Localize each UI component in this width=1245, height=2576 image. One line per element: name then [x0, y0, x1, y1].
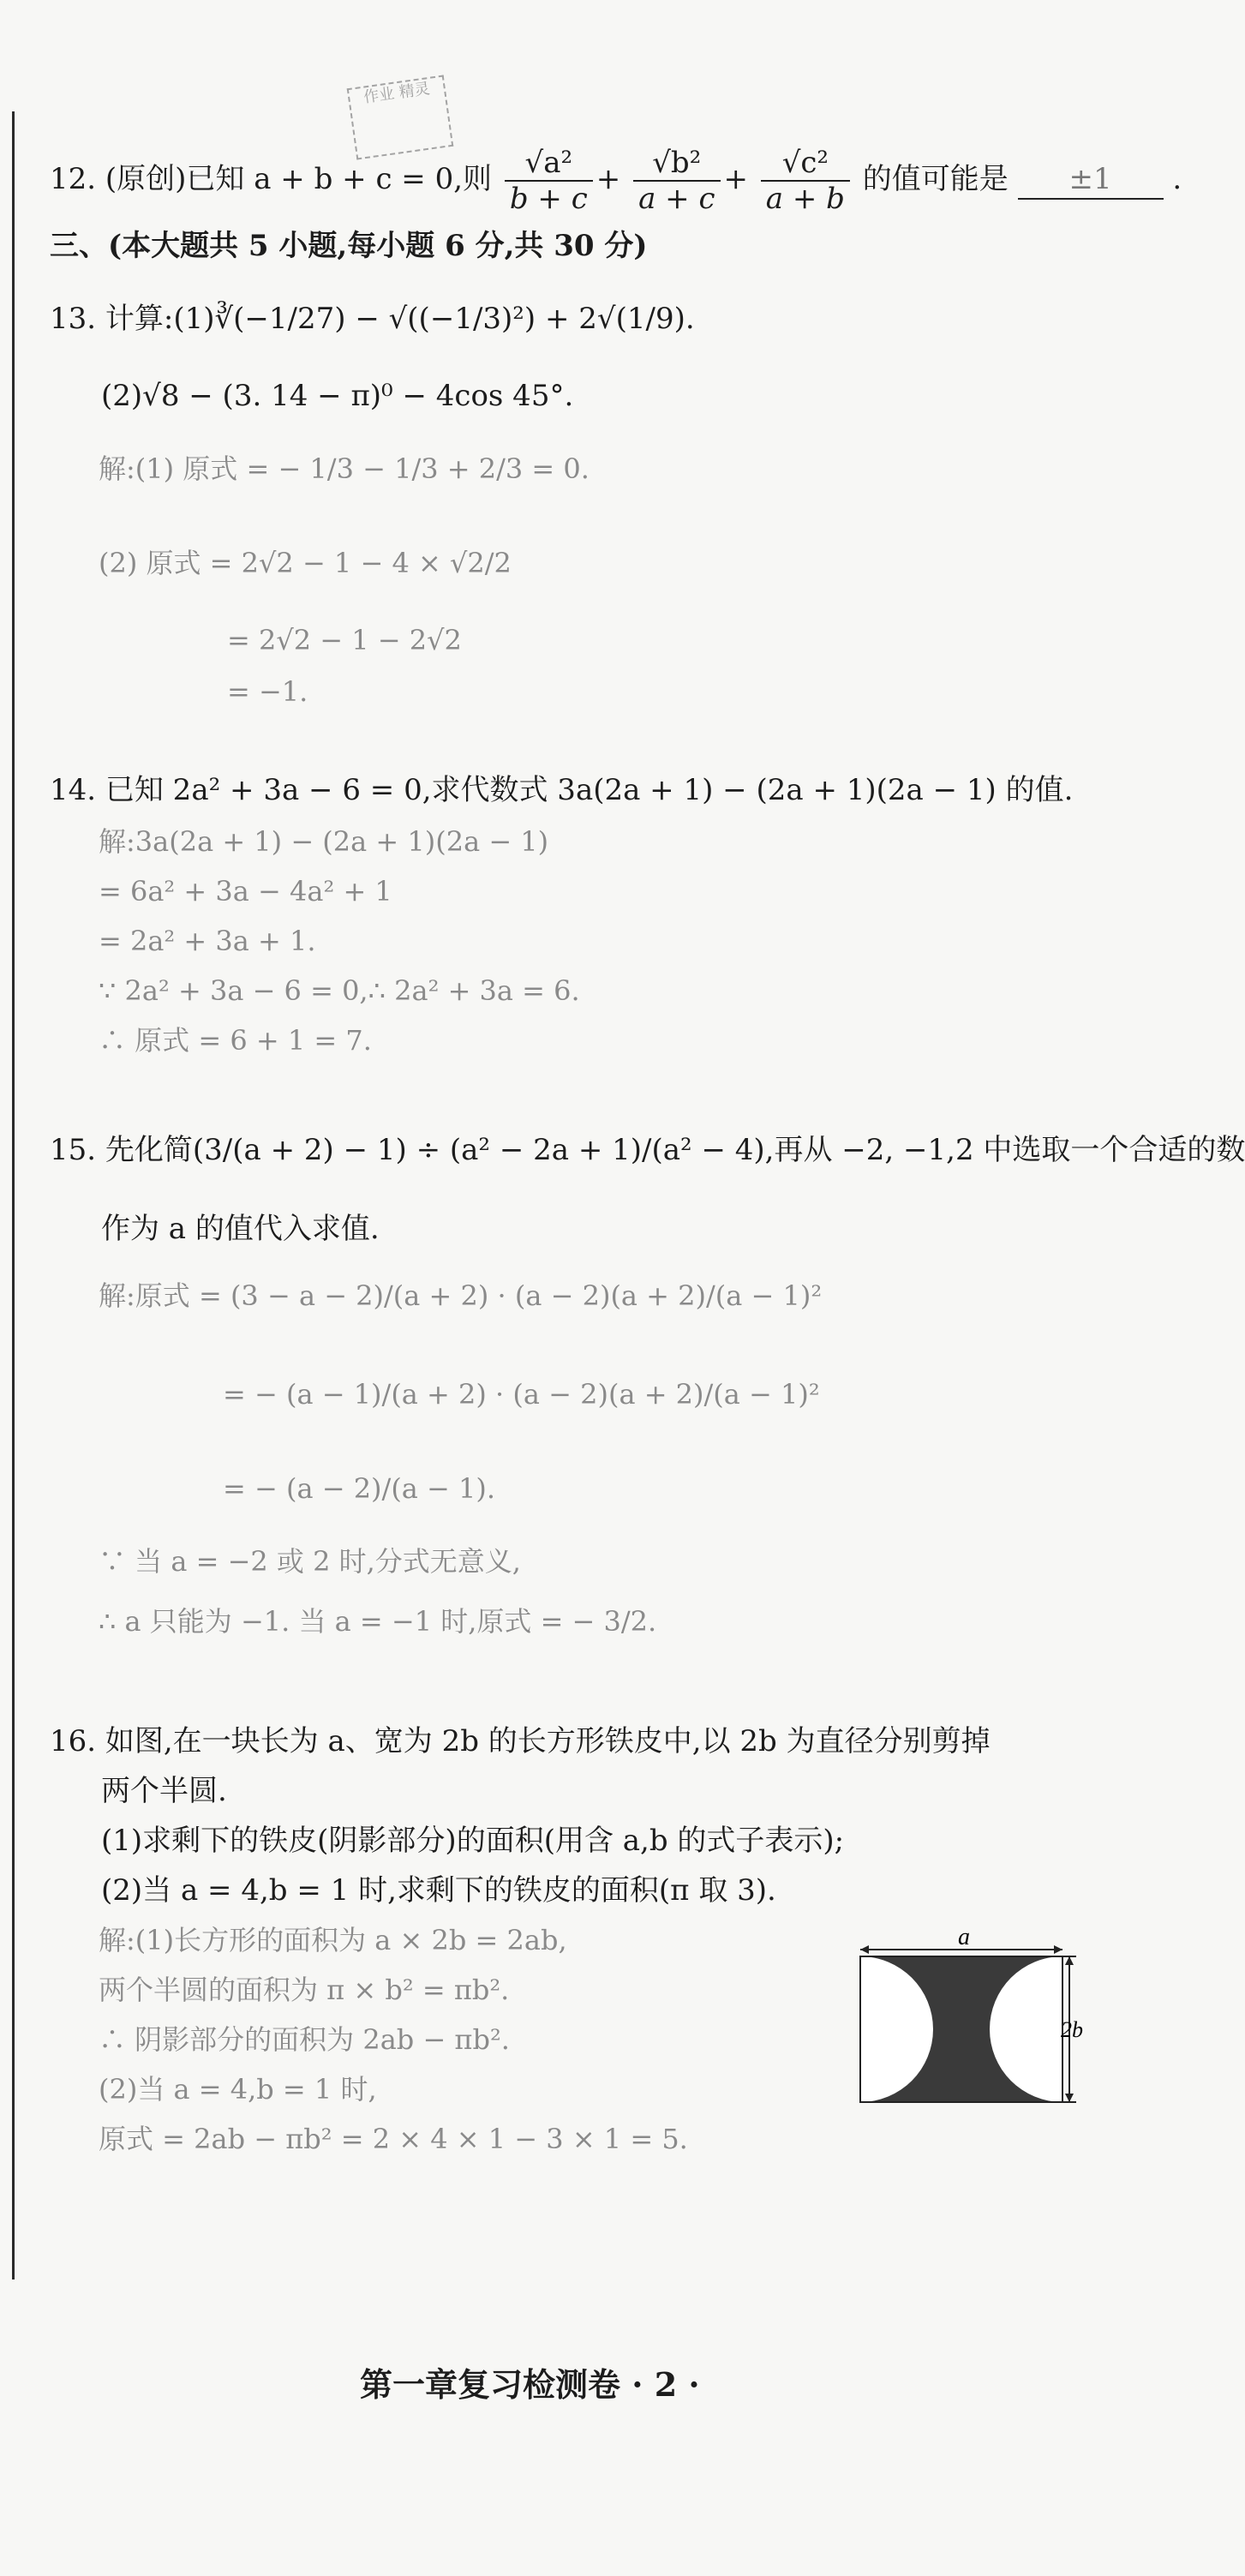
q14-answer-line-5: ∴ 原式 = 6 + 1 = 7.: [99, 1024, 372, 1057]
q15-answer-line-5: ∴ a 只能为 −1. 当 a = −1 时,原式 = − 3/2.: [99, 1605, 657, 1638]
q16-answer-line-5: 原式 = 2ab − πb² = 2 × 4 × 1 − 3 × 1 = 5.: [99, 2123, 688, 2155]
q12-fraction-3: $\frac{\text{√c²}}{a + b}$: [761, 146, 850, 216]
height-arrow-top: [1065, 1956, 1074, 1965]
height-arrow-bottom: [1065, 2094, 1074, 2102]
page-footer: 第一章复习检测卷 · 2 ·: [360, 2365, 700, 2404]
question-12: 12. (原创)已知 a + b + c = 0,则 $\frac{\text{√a²}}{b + c}$ + $\frac{\text{√b²}}{a + c}$ + $\frac{\text{√c²}}{a + b}$ 的值可能是 ±1 .: [50, 146, 1182, 216]
left-margin-line: [12, 111, 15, 2279]
q14-answer-line-1: 解:3a(2a + 1) − (2a + 1)(2a − 1): [99, 825, 549, 858]
stamp-watermark: 作业 精灵: [347, 75, 454, 159]
q15-answer-line-4: ∵ 当 a = −2 或 2 时,分式无意义,: [99, 1545, 521, 1578]
question-13-part1: 13. 计算:(1)∛(−1/27) − √((−1/3)²) + 2√(1/9).: [50, 302, 695, 336]
q13-answer-line-4: = −1.: [227, 675, 308, 708]
label-2b: 2b: [1061, 2017, 1083, 2042]
section-3-heading: 三、(本大题共 5 小题,每小题 6 分,共 30 分): [50, 229, 648, 263]
q16-answer-line-2: 两个半圆的面积为 π × b² = πb².: [99, 1974, 510, 2006]
q16-answer-line-3: ∴ 阴影部分的面积为 2ab − πb².: [99, 2023, 510, 2056]
question-15-line-2: 作为 a 的值代入求值.: [101, 1212, 380, 1246]
question-15-line-1: 15. 先化简(3/(a + 2) − 1) ÷ (a² − 2a + 1)/(a² − 4),再从 −2, −1,2 中选取一个合适的数: [50, 1133, 1245, 1167]
q16-answer-line-4: (2)当 a = 4,b = 1 时,: [99, 2073, 377, 2106]
q13-answer-line-1: 解:(1) 原式 = − 1/3 − 1/3 + 2/3 = 0.: [99, 452, 590, 485]
q14-answer-line-3: = 2a² + 3a + 1.: [99, 925, 316, 957]
rectangle-semicircles-figure: [848, 1924, 1097, 2112]
question-13-part2: (2)√8 − (3. 14 − π)⁰ − 4cos 45°.: [101, 379, 574, 413]
q13-answer-line-2: (2) 原式 = 2√2 − 1 − 4 × √2/2: [99, 547, 512, 579]
q14-answer-line-2: = 6a² + 3a − 4a² + 1: [99, 875, 392, 908]
question-16-line-2: 两个半圆.: [101, 1774, 227, 1808]
label-a: a: [958, 1924, 970, 1950]
q12-answer-blank: ±1: [1018, 160, 1164, 200]
q12-fraction-1: $\frac{\text{√a²}}{b + c}$: [505, 146, 593, 216]
width-arrow-left: [860, 1945, 869, 1954]
q12-suffix: 的值可能是: [862, 162, 1009, 196]
q15-answer-line-3: = − (a − 2)/(a − 1).: [223, 1472, 496, 1505]
question-16-line-4: (2)当 a = 4,b = 1 时,求剩下的铁皮的面积(π 取 3).: [101, 1873, 776, 1908]
q12-fraction-2: $\frac{\text{√b²}}{a + c}$: [633, 146, 720, 216]
q15-answer-line-2: = − (a − 1)/(a + 2) · (a − 2)(a + 2)/(a − 1)²: [223, 1378, 820, 1411]
question-14: 14. 已知 2a² + 3a − 6 = 0,求代数式 3a(2a + 1) − (2a + 1)(2a − 1) 的值.: [50, 773, 1074, 807]
q15-answer-line-1: 解:原式 = (3 − a − 2)/(a + 2) · (a − 2)(a + 2)/(a − 1)²: [99, 1279, 823, 1312]
q12-prefix: 12. (原创)已知 a + b + c = 0,则: [50, 162, 493, 196]
question-16-line-3: (1)求剩下的铁皮(阴影部分)的面积(用含 a,b 的式子表示);: [101, 1824, 845, 1858]
question-16-line-1: 16. 如图,在一块长为 a、宽为 2b 的长方形铁皮中,以 2b 为直径分别剪掉: [50, 1724, 991, 1758]
q14-answer-line-4: ∵ 2a² + 3a − 6 = 0,∴ 2a² + 3a = 6.: [99, 974, 580, 1007]
q16-answer-line-1: 解:(1)长方形的面积为 a × 2b = 2ab,: [99, 1924, 567, 1956]
width-arrow-right: [1054, 1945, 1062, 1954]
q13-answer-line-3: = 2√2 − 1 − 2√2: [227, 624, 462, 656]
